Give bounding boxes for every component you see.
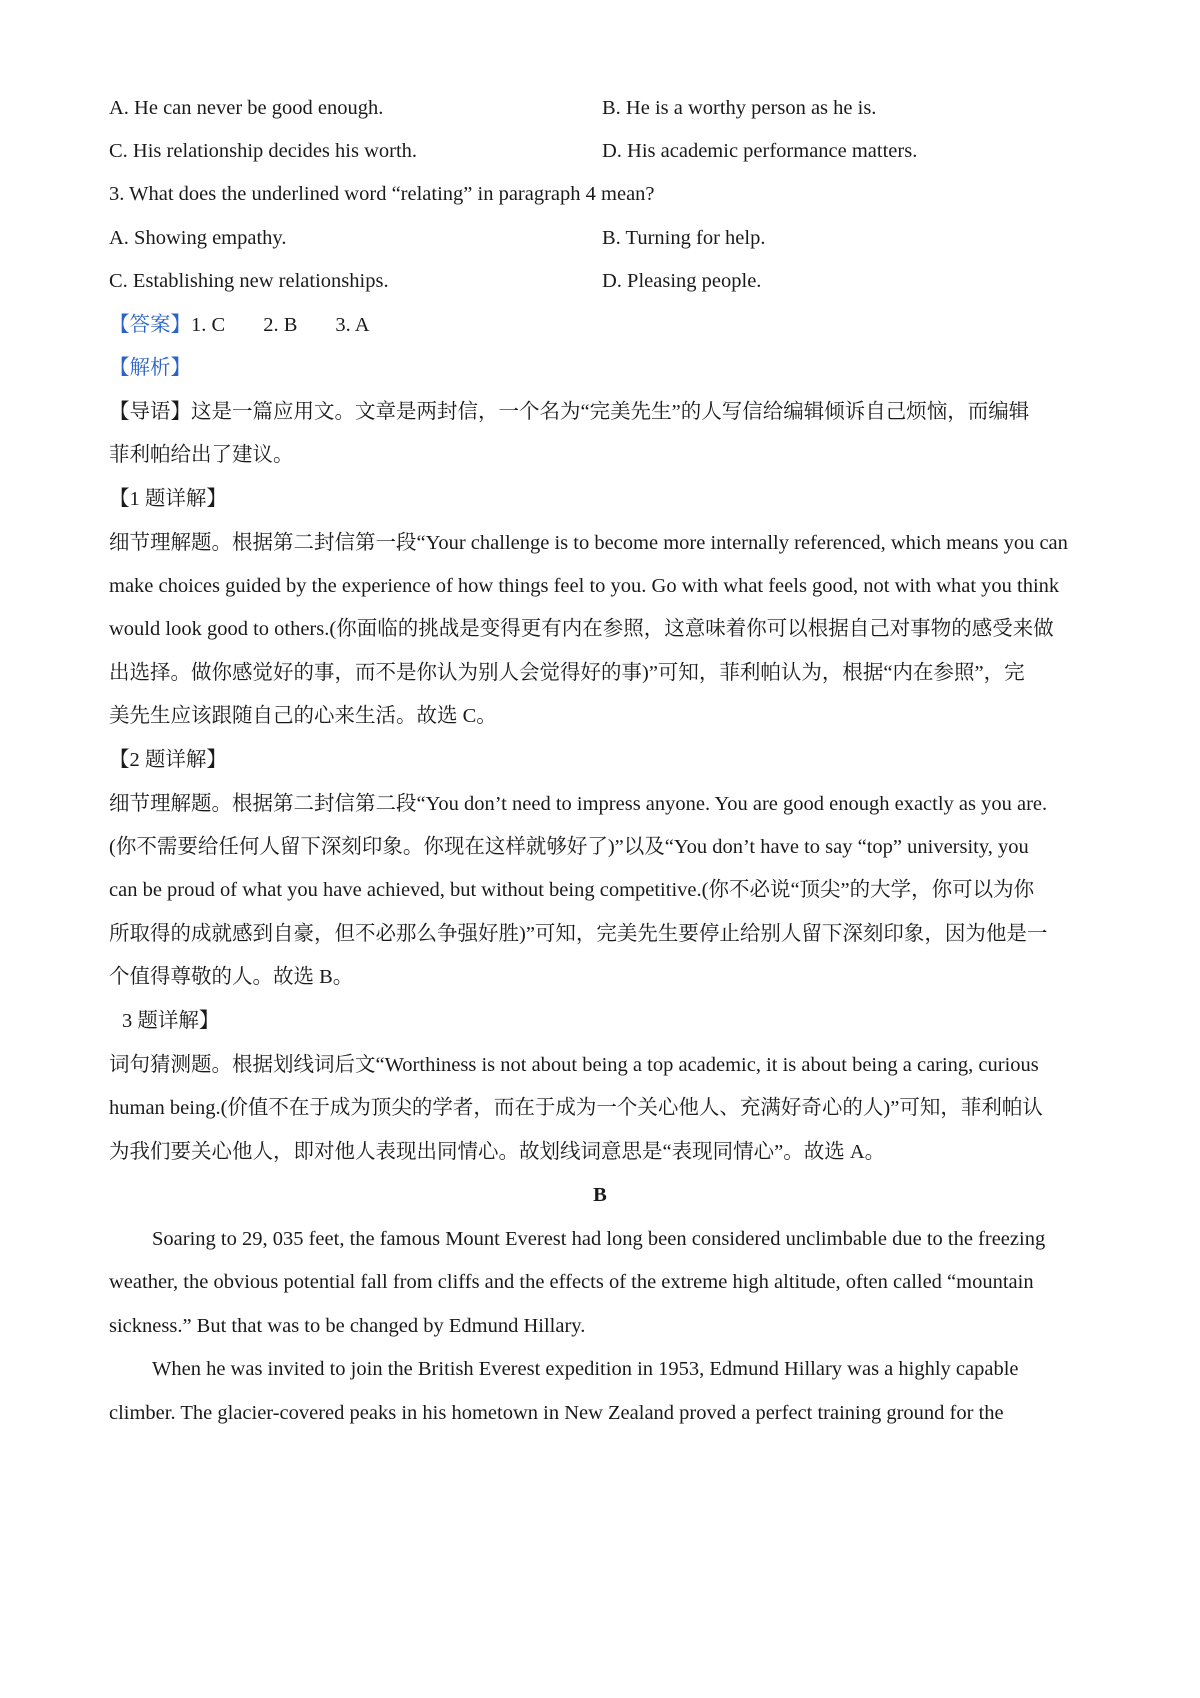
q3-detail-line-1: 词句猜测题。根据划线词后文“Worthiness is not about being a top academic, it is about being a caring, curious [109,1054,1039,1076]
answer-label: 【答案】 [109,314,191,336]
q1-detail-line-4: 出选择。做你感觉好的事，而不是你认为别人会觉得好的事)”可知，菲利帕认为，根据“内在参照”，完 [109,662,1025,684]
q2-detail-line-5: 个值得尊敬的人。故选 B。 [109,966,354,988]
answer-3: 3. A [335,314,370,336]
answer-2: 2. B [263,314,298,336]
section-b-p2-line-2: climber. The glacier-covered peaks in his hometown in New Zealand proved a perfect training ground for the [109,1402,1004,1424]
section-b-p1-line-3: sickness.” But that was to be changed by Edmund Hillary. [109,1315,586,1337]
q3-option-d: D. Pleasing people. [602,270,762,292]
q1-detail-line-5: 美先生应该跟随自己的心来生活。故选 C。 [109,705,497,727]
q2-detail-line-2: (你不需要给任何人留下深刻印象。你现在这样就够好了)”以及“You don’t have to say “top” university, you [109,836,1029,858]
answer-line [109,311,1099,339]
section-b-p2-line-1: When he was invited to join the British Everest expedition in 1953, Edmund Hillary was a highly capable [152,1358,1019,1380]
section-b-title: B [593,1184,607,1206]
q3-detail-heading: 3 题详解】 [122,1010,220,1032]
q1-detail-line-3: would look good to others.(你面临的挑战是变得更有内在参照，这意味着你可以根据自己对事物的感受来做 [109,618,1054,640]
q1-detail-heading: 【1 题详解】 [109,488,227,510]
q3-detail-line-2: human being.(价值不在于成为顶尖的学者，而在于成为一个关心他人、充满好奇心的人)”可知，菲利帕认 [109,1097,1043,1119]
q2-detail-line-4: 所取得的成就感到自豪，但不必那么争强好胜)”可知，完美先生要停止给别人留下深刻印象，因为他是一 [109,923,1048,945]
intro-line-1: 【导语】这是一篇应用文。文章是两封信，一个名为“完美先生”的人写信给编辑倾诉自己烦恼，而编辑 [109,401,1030,423]
q1-detail-line-1: 细节理解题。根据第二封信第一段“Your challenge is to become more internally referenced, which means you can [109,532,1068,554]
q2-detail-heading: 【2 题详解】 [109,749,227,771]
q3-option-c: C. Establishing new relationships. [109,270,389,292]
q3-option-b: B. Turning for help. [602,227,766,249]
q1-detail-line-2: make choices guided by the experience of how things feel to you. Go with what feels good, not with what you think [109,575,1060,597]
analysis-label: 【解析】 [109,357,191,379]
q2-detail-line-1: 细节理解题。根据第二封信第二段“You don’t need to impress anyone. You are good enough exactly as you are. [109,793,1048,815]
q2-option-c: C. His relationship decides his worth. [109,140,418,162]
section-b-p1-line-1: Soaring to 29, 035 feet, the famous Mount Everest had long been considered unclimbable due to the freezing [152,1228,1046,1250]
q2-option-d: D. His academic performance matters. [602,140,918,162]
q2-detail-line-3: can be proud of what you have achieved, but without being competitive.(你不必说“顶尖”的大学，你可以为你 [109,879,1035,901]
q3-detail-line-3: 为我们要关心他人，即对他人表现出同情心。故划线词意思是“表现同情心”。故选 A。 [109,1141,886,1163]
q2-option-a: A. He can never be good enough. [109,97,384,119]
q2-option-b: B. He is a worthy person as he is. [602,97,877,119]
q3-option-a: A. Showing empathy. [109,227,287,249]
intro-line-2: 菲利帕给出了建议。 [109,444,294,466]
section-b-p1-line-2: weather, the obvious potential fall from cliffs and the effects of the extreme high altitude, often called “mountain [109,1271,1034,1293]
q3-question: 3. What does the underlined word “relating” in paragraph 4 mean? [109,183,655,205]
answer-1: 1. C [191,314,226,336]
